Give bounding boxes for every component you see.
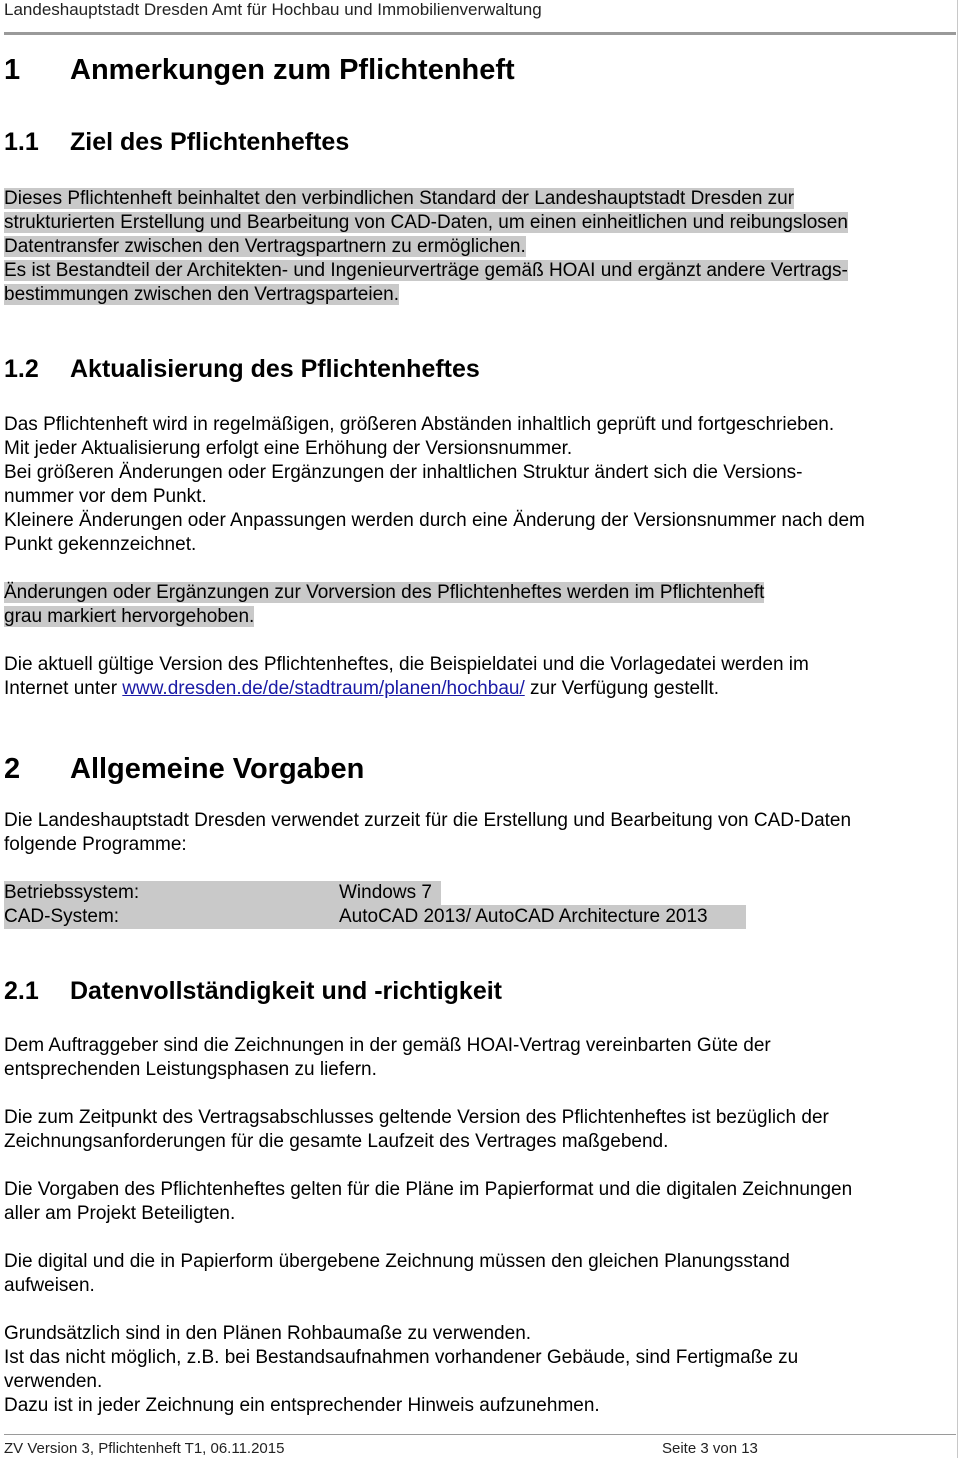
heading-title: Datenvollständigkeit und -richtigkeit — [70, 977, 502, 1005]
heading-section-2-1 — [4, 976, 502, 1006]
text-line: Die digital und die in Papierform übergebene Zeichnung müssen den gleichen Planungsstand — [4, 1251, 790, 1272]
text-line: Punkt gekennzeichnet. — [4, 534, 197, 555]
header-divider — [4, 32, 956, 35]
text-line: Dem Auftraggeber sind die Zeichnungen in der gemäß HOAI-Vertrag vereinbarten Güte der — [4, 1035, 771, 1056]
heading-section-1-2 — [4, 354, 480, 384]
text-line: bestimmungen zwischen den Vertragsparteien. — [4, 284, 400, 305]
text-line: grau markiert hervorgehoben. — [4, 606, 255, 627]
heading-title: Allgemeine Vorgaben — [70, 753, 365, 785]
heading-number: 2 — [4, 753, 21, 785]
heading-section-1 — [4, 53, 515, 87]
page-edge — [957, 0, 958, 1458]
text-line: Es ist Bestandteil der Architekten- und Ingenieurverträge gemäß HOAI und ergänzt andere Vertrags- — [4, 260, 848, 281]
text-line: Grundsätzlich sind in den Plänen Rohbaumaße zu verwenden. — [4, 1323, 532, 1344]
footer-divider — [4, 1434, 956, 1435]
heading-number: 1.1 — [4, 128, 39, 156]
text-line: Das Pflichtenheft wird in regelmäßigen, größeren Abständen inhaltlich geprüft und fortgeschrieben. — [4, 414, 835, 435]
spec-key: CAD-System: — [4, 906, 120, 927]
text-line: Änderungen oder Ergänzungen zur Vorversion des Pflichtenheftes werden im Pflichtenheft — [4, 582, 765, 603]
heading-title: Ziel des Pflichtenheftes — [70, 128, 350, 156]
text-line: Dieses Pflichtenheft beinhaltet den verbindlichen Standard der Landeshauptstadt Dresden zur — [4, 188, 795, 209]
spec-key: Betriebssystem: — [4, 882, 140, 903]
footer-version: ZV Version 3, Pflichtenheft T1, 06.11.2015 — [4, 1440, 285, 1457]
text-line: Die Landeshauptstadt Dresden verwendet zurzeit für die Erstellung und Bearbeitung von CAD-Daten — [4, 810, 852, 831]
heading-section-1-1 — [4, 127, 350, 157]
spec-value: Windows 7 — [339, 882, 432, 903]
text-line: strukturierten Erstellung und Bearbeitung von CAD-Daten, um einen einheitlichen und reibungslosen — [4, 212, 848, 233]
text-line: entsprechenden Leistungsphasen zu liefern. — [4, 1059, 377, 1080]
text-line: folgende Programme: — [4, 834, 187, 855]
paragraph-datenvollstaendigkeit-3 — [4, 1178, 954, 1226]
heading-title: Aktualisierung des Pflichtenheftes — [70, 355, 480, 383]
paragraph-datenvollstaendigkeit-2 — [4, 1106, 954, 1154]
text-line: aufweisen. — [4, 1275, 95, 1296]
text-line: aller am Projekt Beteiligten. — [4, 1203, 236, 1224]
text-line: Dazu ist in jeder Zeichnung ein entsprechender Hinweis aufzunehmen. — [4, 1395, 600, 1416]
text-suffix: zur Verfügung gestellt. — [524, 678, 720, 699]
text-line: Die zum Zeitpunkt des Vertragsabschlusses geltende Version des Pflichtenheftes ist bezüglich der — [4, 1107, 829, 1128]
heading-number: 2.1 — [4, 977, 39, 1005]
text-line: nummer vor dem Punkt. — [4, 486, 207, 507]
text-prefix: Internet unter — [4, 678, 123, 699]
heading-title: Anmerkungen zum Pflichtenheft — [70, 54, 515, 86]
text-line — [4, 677, 954, 701]
text-line: Zeichnungsanforderungen für die gesamte Laufzeit des Vertrages maßgebend. — [4, 1131, 669, 1152]
text-line: Kleinere Änderungen oder Anpassungen werden durch eine Änderung der Versionsnummer nach dem — [4, 510, 865, 531]
paragraph-datenvollstaendigkeit-4 — [4, 1250, 954, 1298]
page-header: Landeshauptstadt Dresden Amt für Hochbau und Immobilienverwaltung — [4, 0, 542, 19]
heading-number: 1.2 — [4, 355, 39, 383]
paragraph-datenvollstaendigkeit-5 — [4, 1322, 954, 1418]
spec-row-cad — [4, 905, 954, 929]
paragraph-programme — [4, 809, 954, 857]
text-line: verwenden. — [4, 1371, 103, 1392]
paragraph-datenvollstaendigkeit-1 — [4, 1034, 954, 1082]
paragraph-aktualisierung — [4, 413, 954, 557]
footer-page-number: Seite 3 von 13 — [662, 1440, 758, 1457]
paragraph-markierung — [4, 581, 954, 629]
heading-number: 1 — [4, 54, 21, 86]
software-spec-table — [4, 881, 954, 929]
heading-section-2 — [4, 752, 365, 786]
text-line: Mit jeder Aktualisierung erfolgt eine Erhöhung der Versionsnummer. — [4, 438, 573, 459]
text-line: Die aktuell gültige Version des Pflichtenheftes, die Beispieldatei und die Vorlagedatei werden im — [4, 654, 809, 675]
spec-value: AutoCAD 2013/ AutoCAD Architecture 2013 — [339, 906, 708, 927]
paragraph-version-link — [4, 653, 954, 701]
text-line: Datentransfer zwischen den Vertragspartnern zu ermöglichen. — [4, 236, 526, 257]
spec-row-os — [4, 881, 954, 905]
dresden-hochbau-link[interactable]: www.dresden.de/de/stadtraum/planen/hochbau/ — [122, 678, 525, 699]
text-line: Bei größeren Änderungen oder Ergänzungen der inhaltlichen Struktur ändert sich die Versions- — [4, 462, 803, 483]
text-line: Ist das nicht möglich, z.B. bei Bestandsaufnahmen vorhandener Gebäude, sind Fertigmaße zu — [4, 1347, 799, 1368]
paragraph-ziel — [4, 187, 954, 307]
text-line: Die Vorgaben des Pflichtenheftes gelten für die Pläne im Papierformat und die digitalen Zeichnungen — [4, 1179, 853, 1200]
